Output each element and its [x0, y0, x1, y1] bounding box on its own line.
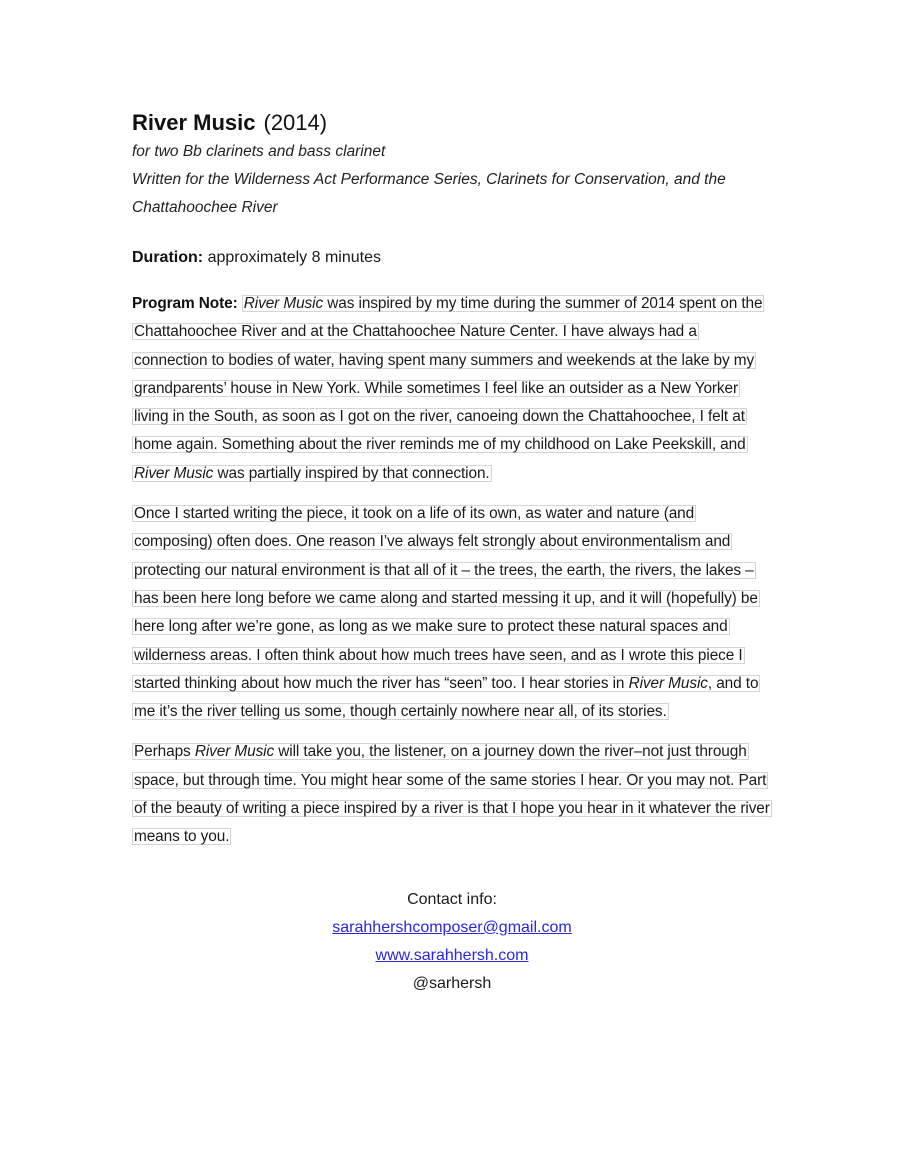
paragraph-3-text-a: Perhaps — [134, 743, 191, 761]
work-title-inline: River Music — [134, 464, 214, 482]
contact-block — [132, 886, 772, 998]
website-link[interactable]: www.sarahhersh.com — [375, 946, 529, 964]
work-title: River Music — [132, 110, 256, 135]
highlighted-text — [132, 505, 760, 720]
duration-value: approximately 8 minutes — [207, 249, 381, 266]
paragraph-1-text-b: was partially inspired by that connection. — [217, 464, 490, 482]
highlighted-text — [132, 743, 772, 845]
work-title-inline: River Music — [628, 674, 708, 692]
paragraph-2-text-a: Once I started writing the piece, it took on a life of its own, as water and nature (and composing) often does. One reason I’ve always felt strongly about environmentalism and protecting our natural environment is that all of it – the trees, the earth, the rivers, the lakes – has been here long before we came along and started messing it up, and it will (hopefully) be here long after we’re gone, as long as we make sure to protect these natural spaces and wilderness areas. I often think about how much trees have seen, and as I wrote this piece I started thinking about how much the river has “seen” too. I hear stories in — [134, 505, 758, 692]
duration-label: Duration: — [132, 249, 204, 266]
paragraph-3-text-b: will take you, the listener, on a journey down the river–not just through space, but through time. You might hear some of the same stories I hear. Or you may not. Part of the beauty of writing a piece inspired by a river is that I hope you hear in it whatever the river means to you. — [134, 743, 770, 846]
dedication: Written for the Wilderness Act Performance Series, Clarinets for Conservation, and the Chattahoochee River — [132, 171, 726, 216]
work-title-inline: River Music — [194, 743, 275, 761]
document-content — [132, 108, 772, 998]
program-note-paragraph-1 — [132, 290, 772, 488]
program-note-label: Program Note: — [132, 295, 238, 312]
social-handle: @sarhersh — [412, 974, 492, 992]
duration-line — [132, 244, 772, 272]
highlighted-text — [132, 295, 764, 482]
email-link[interactable]: sarahhershcomposer@gmail.com — [332, 918, 572, 936]
work-title-inline: River Music — [243, 295, 324, 312]
paragraph-2-text-b: , and to me it’s the river telling us some, though certainly nowhere near all, of its stories. — [134, 674, 759, 721]
program-note-paragraph-2 — [132, 500, 772, 726]
title-line — [132, 108, 772, 138]
instrumentation: for two Bb clarinets and bass clarinet — [132, 143, 386, 160]
paragraph-1-text-a: was inspired by my time during the summer of 2014 spent on the Chattahoochee River and at the Chattahoochee Nature Center. I have always had a connection to bodies of water, having spent many summers and weekends at the lake by my grandparents’ house in New York. While sometimes I feel like an outsider as a New Yorker living in the South, as soon as I got on the river, canoeing down the Chattahoochee, I felt at home again. Something about the river reminds me of my childhood on Lake Peekskill, and — [134, 295, 763, 454]
work-year: (2014) — [263, 110, 328, 135]
program-note-paragraph-3 — [132, 738, 772, 851]
contact-label: Contact info: — [407, 890, 497, 908]
